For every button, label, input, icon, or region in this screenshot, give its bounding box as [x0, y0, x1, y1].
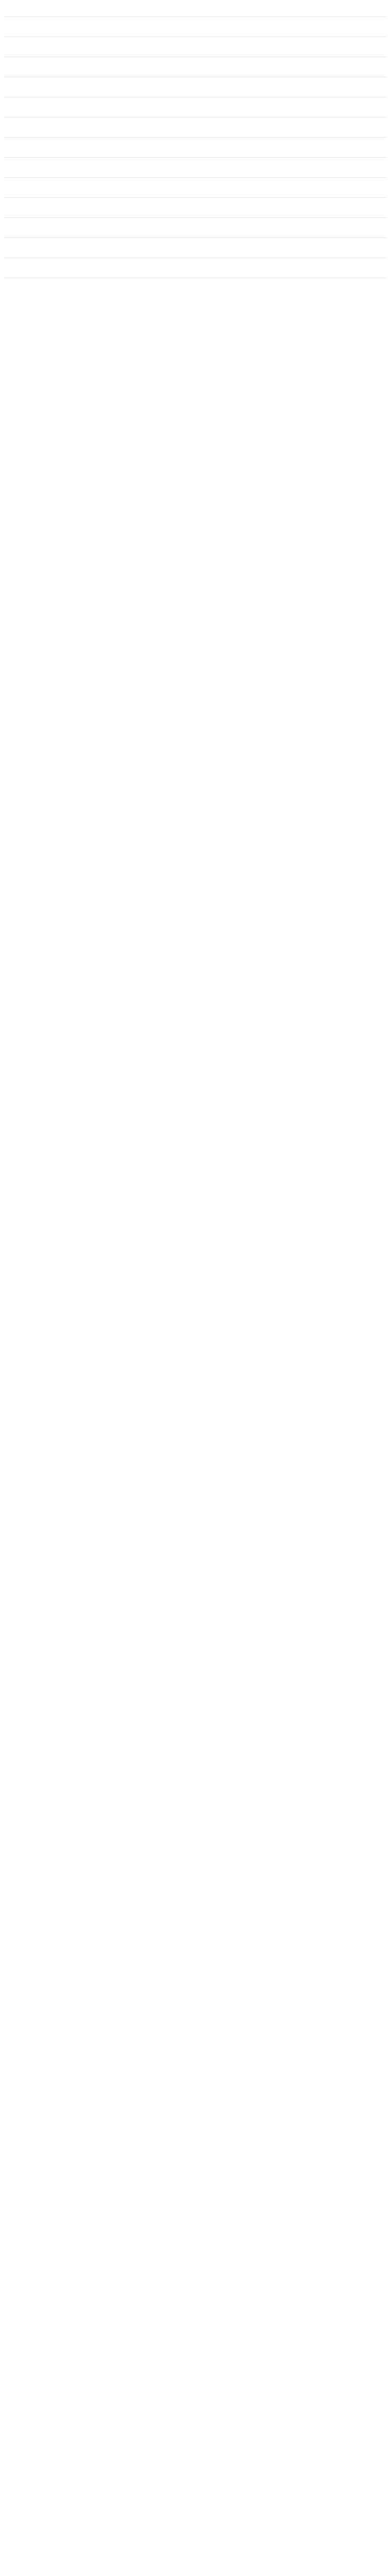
document-section [4, 265, 387, 278]
section-heading [4, 24, 387, 37]
section-heading [4, 84, 387, 97]
document-page [0, 4, 391, 298]
document-section [4, 64, 387, 77]
document-section [4, 185, 387, 198]
section-heading [4, 145, 387, 158]
section-heading [4, 225, 387, 238]
section-heading [4, 4, 387, 17]
document-section [4, 165, 387, 178]
document-section [4, 84, 387, 97]
document-section [4, 105, 387, 117]
section-heading [4, 205, 387, 218]
section-heading [4, 265, 387, 278]
document-section [4, 24, 387, 37]
section-heading [4, 245, 387, 258]
document-section [4, 125, 387, 138]
section-heading [4, 64, 387, 77]
section-heading [4, 165, 387, 178]
document-section [4, 4, 387, 17]
document-section [4, 145, 387, 158]
document-section [4, 225, 387, 238]
section-heading [4, 105, 387, 117]
document-section [4, 205, 387, 218]
section-heading [4, 44, 387, 57]
document-section [4, 44, 387, 57]
section-heading [4, 185, 387, 198]
document-section [4, 245, 387, 258]
section-heading [4, 125, 387, 138]
